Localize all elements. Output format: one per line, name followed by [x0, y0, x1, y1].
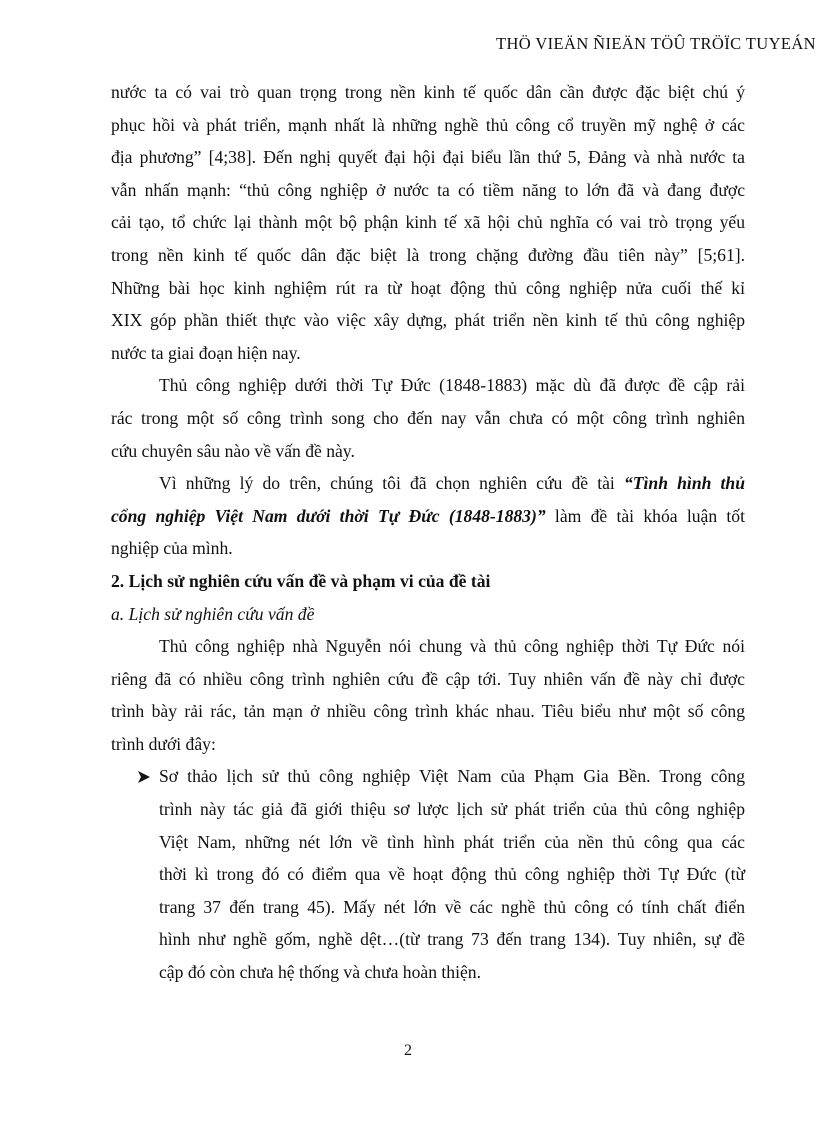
document-body: [111, 76, 745, 989]
bullet-item: [111, 760, 745, 988]
paragraph-topic-choice: [111, 467, 745, 565]
text-line: cứu chuyên sâu nào về vấn đề này.: [111, 440, 355, 461]
text-line: vẫn nhấn mạnh: “thủ công nghiệp ở nước ta có tiềm năng to lớn đã và đang được: [111, 179, 745, 200]
text-line: Những bài học kinh nghiệm rút ra từ hoạt động thủ công nghiệp nửa cuối thế kỉ: [111, 277, 745, 298]
subsection-heading: a. Lịch sử nghiên cứu vấn đề: [111, 603, 315, 624]
text-fragment: làm đề tài khóa luận tốt: [545, 505, 745, 526]
arrow-bullet-icon: [137, 770, 151, 784]
paragraph-intro-continuation: [111, 76, 745, 369]
text-line: trang 37 đến trang 45). Mấy nét lớn về các nghề thủ công có tính chất điển: [159, 896, 745, 917]
text-line: hình như nghề gốm, nghề dệt…(từ trang 73 đến trang 134). Tuy nhiên, sự đề: [159, 929, 745, 950]
text-line: XIX góp phần thiết thực vào việc xây dựng, phát triển nền kinh tế thủ công nghiệp: [111, 310, 745, 331]
text-line: rác trong một số công trình song cho đến nay vẫn chưa có một công trình nghiên: [111, 407, 745, 428]
text-line: nước ta giai đoạn hiện nay.: [111, 342, 301, 363]
text-fragment: Vì những lý do trên, chúng tôi đã chọn nghiên cứu đề tài: [159, 473, 624, 494]
section-heading: 2. Lịch sử nghiên cứu vấn đề và phạm vi của đề tài: [111, 570, 491, 591]
text-line: Sơ thảo lịch sử thủ công nghiệp Việt Nam của Phạm Gia Bền. Trong công: [159, 766, 745, 787]
text-line: Thủ công nghiệp nhà Nguyễn nói chung và thủ công nghiệp thời Tự Đức nói: [159, 636, 745, 657]
thesis-title-part-2: cổng nghiệp Việt Nam dưới thời Tự Đức (1848-1883)”: [111, 505, 546, 526]
text-line: thời kì trong đó có điểm qua về hoạt động thủ công nghiệp thời Tự Đức (từ: [159, 864, 745, 885]
text-line: phục hồi và phát triển, mạnh nhất là những nghề thủ công cổ truyền mỹ nghệ ở các: [111, 114, 745, 135]
text-line: trình bày rải rác, tản mạn ở nhiều công trình khác nhau. Tiêu biểu như một số công: [111, 701, 745, 722]
text-line: trình này tác giả đã giới thiệu sơ lược lịch sử phát triển của thủ công nghiệp: [159, 799, 745, 820]
text-line: nghiệp của mình.: [111, 538, 233, 559]
text-line: cập đó còn chưa hệ thống và chưa hoàn thiện.: [159, 962, 481, 983]
text-line: cải tạo, tổ chức lại thành một bộ phận kinh tế xã hội chủ nghĩa có vai trò trọng yếu: [111, 212, 745, 233]
text-line: Thủ công nghiệp dưới thời Tự Đức (1848-1883) mặc dù đã được đề cập rải: [159, 375, 745, 396]
paragraph-literature: [111, 630, 745, 760]
running-header: THÖ VIEÄN ÑIEÄN TÖÛ TRÖÏC TUYEÁN: [495, 34, 816, 53]
text-line: [111, 467, 745, 500]
text-line: [111, 500, 745, 533]
text-line: Việt Nam, những nét lớn về tình hình phát triển của nền thủ công qua các: [159, 831, 745, 852]
text-line: riêng đã có nhiều công trình nghiên cứu đề cập tới. Tuy nhiên vấn đề này chỉ được: [111, 668, 745, 689]
paragraph-research-gap: [111, 369, 745, 467]
text-line: nước ta có vai trò quan trọng trong nền kinh tế quốc dân cần được đặc biệt chú ý: [111, 82, 745, 102]
thesis-title-part-1: “Tình hình thủ: [623, 473, 745, 494]
text-line: địa phương” [4;38]. Đến nghị quyết đại hội đại biểu lần thứ 5, Đảng và nhà nước ta: [111, 147, 745, 168]
page-number: 2: [404, 1042, 412, 1059]
text-line: trong nền kinh tế quốc dân đặc biệt là trong chặng đường đầu tiên này” [5;61].: [111, 244, 745, 265]
text-line: trình dưới đây:: [111, 733, 216, 754]
